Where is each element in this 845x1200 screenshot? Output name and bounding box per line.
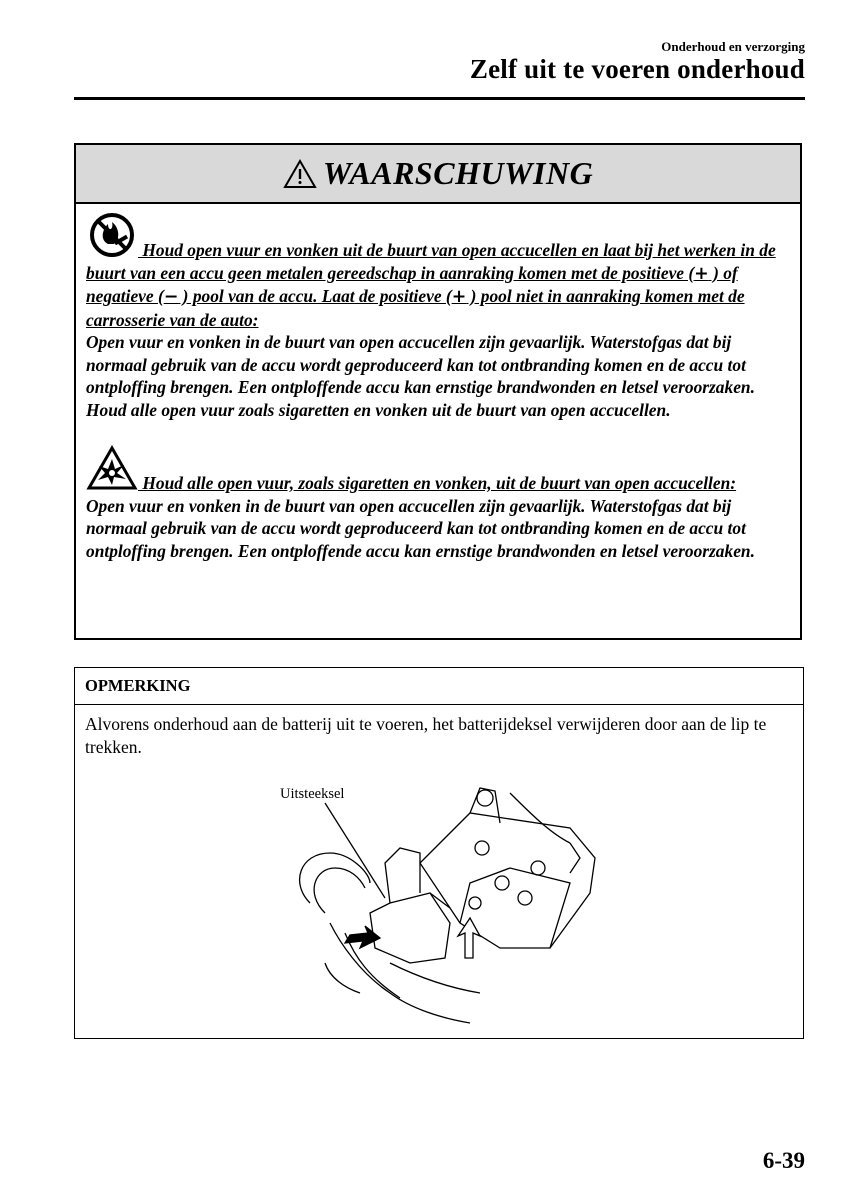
warning-box [74,143,802,640]
page-number: 6-39 [762,1148,805,1173]
note-box [74,667,804,1039]
no-open-flame-icon [86,212,138,258]
warning-triangle-icon [283,159,317,189]
heading-1-part-3: ) pool van de accu. Laat de positieve ( [178,286,452,306]
section-label: Onderhoud en verzorging [661,39,805,54]
warning-block-2 [86,445,790,562]
note-title: OPMERKING [75,668,803,705]
heading-1-part-1: Houd open vuur en vonken uit de buurt van open accucellen en laat bij het werken in de buurt van een accu geen metalen gereedschap in aanraking komen met de positieve ( [86,240,776,283]
warning-body-1: Open vuur en vonken in de buurt van open accucellen zijn gevaarlijk. Waterstofgas dat bij normaal gebruik van de accu wordt geproduceerd kan tot ontbranding komen en de accu tot ontploffing brengen. Een ontploffende accu kan ernstige brandwonden en letsel veroorzaken. Houd alle open vuur zoals sigaretten en vonken uit de buurt van open accucellen. [86,332,755,420]
heading-1-part-2: ) of negatieve ( [86,262,738,306]
plus-symbol-2: + [451,287,467,307]
warning-block-1 [86,212,790,421]
plus-symbol: + [694,263,709,284]
header-rule [74,97,805,100]
warning-header [76,145,800,204]
note-text: Alvorens onderhoud aan de batterij uit te voeren, het batterijdeksel verwijderen door aan de lip te trekken. [85,714,767,757]
warning-body-2: Open vuur en vonken in de buurt van open accucellen zijn gevaarlijk. Waterstofgas dat bij normaal gebruik van de accu wordt geproduceerd kan tot ontbranding komen en de accu tot ontploffing brengen. Een ontploffende accu kan ernstige brandwonden en letsel veroorzaken. [86,495,755,561]
explosion-hazard-icon [86,445,138,491]
minus-symbol: − [163,287,179,307]
page-title: Zelf uit te voeren onderhoud [469,54,805,84]
warning-heading-1 [86,240,776,330]
heading-2-text: Houd alle open vuur, zoals sigaretten en vonken, uit de buurt van open accucellen: [138,473,737,493]
heading-1-part-4: ) pool niet in aanraking komen met de carrosserie van de auto: [86,286,745,330]
illustration-label: Uitsteeksel [280,786,345,802]
warning-heading-2 [86,473,736,493]
battery-cover-illustration [270,773,610,1033]
warning-title: WAARSCHUWING [322,155,594,191]
